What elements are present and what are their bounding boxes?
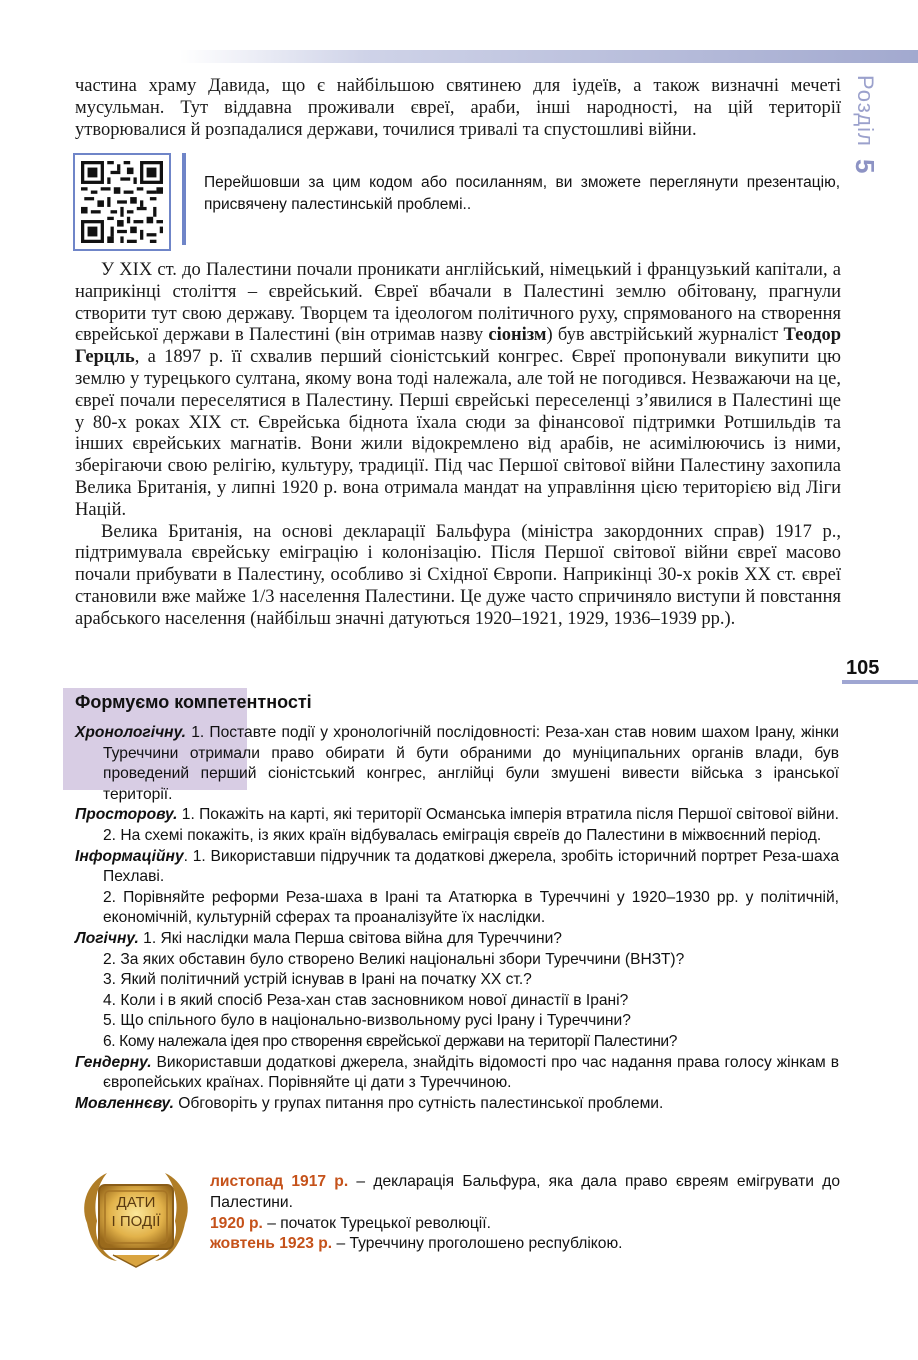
top-decorative-bar xyxy=(180,50,918,63)
task-gender-1: Використавши додаткові джерела, знайдіть відомості про час надання права голосу жінкам в європейських країнах. Порівняйте ці дати з Туреччиною. xyxy=(103,1053,839,1092)
date-value: жовтень 1923 р. xyxy=(210,1235,333,1253)
qr-caption: Перейшовши за цим кодом або посиланням, ви зможете переглянути презентацію, присвячену палестинській проблемі.. xyxy=(204,174,840,213)
task-logic xyxy=(75,929,839,950)
task-logic-6: 6. Кому належала ідея про створення єврейської держави на території Палестини? xyxy=(103,1032,678,1050)
paragraph-1-part-a: У XIX ст. до Палестини почали проникати англійський, німецький і французький капітали, а наприкінці століття – єврейський. Євреї вбачали в Палестині землю обітовану, прагнули створити тут свою державу. Творцем та ідеологом політичного руху, спрямованого на створення єврейської держави в Палестині (він отримав назву xyxy=(75,260,841,346)
page-number: 105 xyxy=(846,657,880,679)
task-speech-1: Обговоріть у групах питання про сутність палестинської проблеми. xyxy=(178,1094,664,1112)
task-label-logic: Логічну. xyxy=(75,929,139,947)
competencies-tasks xyxy=(75,723,839,1114)
task-speech xyxy=(75,1094,839,1115)
task-logic-3: 3. Який політичний устрій існував в Ірані на початку XX ст.? xyxy=(103,971,532,989)
paragraph-2: Велика Британія, на основі декларації Бальфура (міністра закордонних справ) 1917 р., підтримувала єврейську еміграцію і колонізацію. Після Першої світової війни євреї масово почали прибувати в Палестину, особливо зі Східної Європи. Наприкінці 30-х років XX ст. євреї становили вже майже 1/3 населення Палестини. Це дуже часто спричиняло виступи й повстання арабського населення (найбільш значні датуються 1920–1921, 1929, 1936–1939 рр.). xyxy=(75,521,841,629)
section-label xyxy=(850,75,880,180)
dates-badge-line-2: І ПОДІЇ xyxy=(111,1213,161,1230)
dates-badge-line-1: ДАТИ xyxy=(116,1194,156,1211)
task-spatial xyxy=(75,805,839,826)
task-info xyxy=(75,847,839,888)
page-number-rule xyxy=(842,680,918,684)
task-label-chrono: Хронологічну. xyxy=(75,724,186,741)
task-chrono-1: 1. Поставте події у хронологічній послідовності: Реза-хан став новим шахом Ірану, жінки Туреччини отримали право обирати й бути обраними до муніципальних органів влади, був проведений перший сіоністський конгрес, англійці були змушені вивести війська з іранської території. xyxy=(103,724,839,803)
dates-badge-label xyxy=(73,1193,199,1231)
task-label-speech: Мовленнєву. xyxy=(75,1094,174,1112)
dates-list xyxy=(210,1172,840,1255)
competencies-title: Формуємо компетентності xyxy=(75,692,312,712)
task-label-spatial: Просторову. xyxy=(75,806,178,824)
task-logic-2: 2. За яких обставин було створено Великі національні збори Туреччини (ВНЗТ)? xyxy=(103,950,685,968)
dates-badge xyxy=(73,1163,199,1271)
date-item xyxy=(210,1172,840,1214)
paragraph-1-part-c: ) був австрійський журналіст xyxy=(546,325,784,346)
qr-divider xyxy=(182,153,186,245)
date-item xyxy=(210,1234,840,1255)
task-label-gender: Гендерну. xyxy=(75,1053,152,1071)
task-logic-1: 1. Які наслідки мала Перша світова війна для Туреччини? xyxy=(143,929,562,947)
section-word: Розділ xyxy=(853,75,878,147)
paragraph-1-part-e: , а 1897 р. її схвалив перший сіоністський конгрес. Євреї пропонували викупити цю землю у турецького султана, якому вона тоді належала, але той не погодився. Незважаючи на це, євреї почали переселятися в Палестину. Перші єврейські переселенці з’явилися в Палестині ще у 80-х роках XIX ст. Єврейська біднота їхала сюди за фінансової підтримки Ротшильдів та інших єврейських магнатів. Вони жили відокремлено від арабів, не асимілюючись із ними, зберігаючи свою релігію, культуру, традиції. Під час Першої світової війни Палестину захопила Велика Британія, у липні 1920 р. вона отримала мандат на управління цією територією від Ліги Націй. xyxy=(75,347,841,520)
paragraph-1 xyxy=(75,260,841,522)
date-event: – Туреччину проголошено республікою. xyxy=(332,1235,623,1253)
date-event: – початок Турецької революції. xyxy=(262,1214,491,1232)
task-logic-4: 4. Коли і в який спосіб Реза-хан став засновником нової династії в Ірані? xyxy=(103,991,629,1009)
person-herzl: Теодор Герцль xyxy=(75,325,841,368)
task-logic-5: 5. Що спільного було в національно-визвольному русі Ірану і Туреччини? xyxy=(103,1012,631,1030)
qr-code-icon xyxy=(81,161,163,243)
task-gender xyxy=(75,1053,839,1094)
qr-code[interactable] xyxy=(73,153,171,251)
task-info-1: . 1. Використавши підручник та додаткові джерела, зробіть історичний портрет Реза-шаха Пехлаві. xyxy=(103,847,839,886)
task-info-2: 2. Порівняйте реформи Реза-шаха в Ірані та Ататюрка в Туреччині у 1920–1930 рр. у політичній, економічній, культурній сферах та проаналізуйте їх наслідки. xyxy=(103,888,839,927)
task-label-info: Інформаційну xyxy=(75,847,184,865)
intro-paragraph: частина храму Давида, що є найбільшою святинею для іудеїв, а також визначні мечеті мусульман. Тут віддавна проживали євреї, араби, інші народності, на цій території утворювалися й розпадалися держави, точилися тривалі та спустошливі війни. xyxy=(75,76,841,140)
term-zionism: сіонізм xyxy=(488,325,547,346)
date-value: листопад 1917 р. xyxy=(210,1173,349,1190)
section-number: 5 xyxy=(850,159,880,174)
task-chrono xyxy=(75,723,839,805)
task-spatial-2: 2. На схемі покажіть, із яких країн відбувалась еміграція євреїв до Палестини в міжвоєнний період. xyxy=(103,826,822,844)
date-event: – декларація Бальфура, яка дала право євреям емігрувати до Палестини. xyxy=(210,1173,840,1211)
date-item xyxy=(210,1214,840,1235)
date-value: 1920 р. xyxy=(210,1214,263,1232)
main-text xyxy=(75,260,841,631)
task-spatial-1: 1. Покажіть на карті, які території Османська імперія втратила після Першої світової війни. xyxy=(181,806,839,824)
